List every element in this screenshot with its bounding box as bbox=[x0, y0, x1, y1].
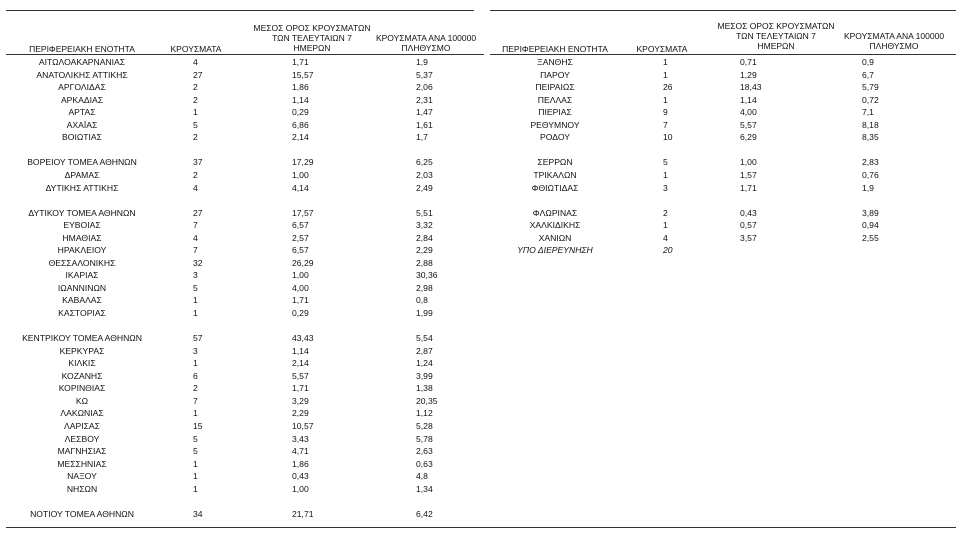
header-avg-line3: ΗΜΕΡΩΝ bbox=[293, 43, 331, 53]
cell-region: ΛΑΡΙΣΑΣ bbox=[64, 420, 100, 431]
right-table bbox=[490, 57, 963, 257]
header-avg-line1: ΜΕΣΟΣ ΟΡΟΣ ΚΡΟΥΣΜΑΤΩΝ bbox=[717, 21, 835, 31]
cell-per: 2,63 bbox=[416, 446, 433, 457]
cell-per: 30,36 bbox=[416, 270, 438, 281]
cell-region: ΑΡΓΟΛΙΔΑΣ bbox=[58, 82, 106, 93]
table-row bbox=[0, 95, 490, 105]
cell-avg: 6,29 bbox=[740, 132, 757, 143]
cell-per: 20,35 bbox=[416, 395, 438, 406]
table-row bbox=[0, 346, 490, 356]
cell-region: ΚΙΛΚΙΣ bbox=[68, 358, 96, 369]
cell-region: ΗΜΑΘΙΑΣ bbox=[62, 232, 102, 243]
cell-per: 1,34 bbox=[416, 483, 433, 494]
cell-region: ΙΚΑΡΙΑΣ bbox=[65, 270, 99, 281]
cell-avg: 26,29 bbox=[292, 257, 314, 268]
table-row bbox=[0, 421, 490, 431]
cell-per: 7,1 bbox=[862, 107, 874, 118]
cell-per: 5,51 bbox=[416, 207, 433, 218]
cell-per: 1,24 bbox=[416, 358, 433, 369]
cell-per: 0,72 bbox=[862, 94, 879, 105]
table-row bbox=[0, 57, 490, 67]
cell-region: ΒΟΡΕΙΟΥ ΤΟΜΕΑ ΑΘΗΝΩΝ bbox=[27, 157, 137, 168]
table-row bbox=[0, 471, 490, 481]
cell-cases: 1 bbox=[193, 458, 198, 469]
cell-avg: 2,57 bbox=[292, 232, 309, 243]
cell-cases: 1 bbox=[193, 471, 198, 482]
cell-per: 1,9 bbox=[862, 182, 874, 193]
header-per-right bbox=[832, 31, 956, 51]
cell-cases: 4 bbox=[193, 57, 198, 67]
cell-avg: 1,29 bbox=[740, 69, 757, 80]
table-row bbox=[0, 459, 490, 469]
table-row bbox=[0, 157, 490, 167]
cell-per: 2,98 bbox=[416, 282, 433, 293]
header-avg-line2: ΤΩΝ ΤΕΛΕΥΤΑΙΩΝ 7 bbox=[736, 31, 816, 41]
cell-cases: 32 bbox=[193, 257, 203, 268]
cell-region: ΑΡΤΑΣ bbox=[68, 107, 96, 118]
cell-avg: 0,29 bbox=[292, 308, 309, 318]
cell-region: ΚΕΡΚΥΡΑΣ bbox=[59, 345, 105, 356]
cell-avg: 17,57 bbox=[292, 207, 314, 218]
cell-per: 6,7 bbox=[862, 69, 874, 80]
table-row bbox=[0, 120, 490, 130]
cell-region: ΡΕΘΥΜΝΟΥ bbox=[530, 119, 580, 130]
table-row bbox=[0, 283, 490, 293]
cell-region: ΛΑΚΩΝΙΑΣ bbox=[60, 408, 104, 419]
cell-region: ΕΥΒΟΙΑΣ bbox=[63, 220, 101, 231]
cell-cases: 3 bbox=[193, 270, 198, 281]
cell-cases: 1 bbox=[663, 69, 668, 80]
table-row bbox=[0, 434, 490, 444]
header-region-left: ΠΕΡΙΦΕΡΕΙΑΚΗ ΕΝΟΤΗΤΑ bbox=[29, 44, 135, 54]
table-row bbox=[0, 446, 490, 456]
cell-avg: 1,57 bbox=[740, 169, 757, 180]
cell-avg: 18,43 bbox=[740, 82, 762, 93]
cell-region: ΚΕΝΤΡΙΚΟΥ ΤΟΜΕΑ ΑΘΗΝΩΝ bbox=[22, 333, 142, 344]
cell-per: 3,32 bbox=[416, 220, 433, 231]
cell-region: ΗΡΑΚΛΕΙΟΥ bbox=[57, 245, 107, 256]
top-rule-left bbox=[6, 10, 474, 11]
table-row bbox=[0, 70, 490, 80]
cell-region: ΜΕΣΣΗΝΙΑΣ bbox=[57, 458, 107, 469]
cell-region: ΑΙΤΩΛΟΑΚΑΡΝΑΝΙΑΣ bbox=[38, 57, 126, 67]
cell-avg: 1,00 bbox=[292, 270, 309, 281]
cell-per: 2,87 bbox=[416, 345, 433, 356]
cell-region: ΦΘΙΩΤΙΔΑΣ bbox=[531, 182, 579, 193]
cell-cases: 1 bbox=[193, 308, 198, 318]
cell-per: 5,54 bbox=[416, 333, 433, 344]
table-row bbox=[490, 57, 963, 67]
cell-cases: 27 bbox=[193, 69, 203, 80]
cell-region: ΔΥΤΙΚΟΥ ΤΟΜΕΑ ΑΘΗΝΩΝ bbox=[28, 207, 136, 218]
cell-avg: 2,14 bbox=[292, 132, 309, 143]
cell-per: 1,47 bbox=[416, 107, 433, 118]
cell-avg: 0,71 bbox=[740, 57, 757, 67]
table-row bbox=[490, 120, 963, 130]
header-rule-right bbox=[490, 54, 956, 55]
cell-cases: 5 bbox=[193, 119, 198, 130]
cell-region: ΠΙΕΡΙΑΣ bbox=[538, 107, 572, 118]
table-row bbox=[490, 107, 963, 117]
cell-region: ΞΑΝΘΗΣ bbox=[537, 57, 573, 67]
cell-region: ΠΕΛΛΑΣ bbox=[537, 94, 573, 105]
cell-per: 2,03 bbox=[416, 169, 433, 180]
cell-region: ΒΟΙΩΤΙΑΣ bbox=[62, 132, 102, 143]
cell-region: ΚΩ bbox=[75, 395, 89, 406]
table-row bbox=[0, 258, 490, 268]
cell-per: 1,99 bbox=[416, 308, 433, 318]
cell-per: 2,49 bbox=[416, 182, 433, 193]
cell-region: ΝΟΤΙΟΥ ΤΟΜΕΑ ΑΘΗΝΩΝ bbox=[30, 508, 134, 519]
cell-avg: 1,71 bbox=[292, 57, 309, 67]
cell-avg: 10,57 bbox=[292, 420, 314, 431]
cell-cases: 4 bbox=[663, 232, 668, 243]
cell-avg: 17,29 bbox=[292, 157, 314, 168]
header-rule-left bbox=[6, 54, 484, 55]
cell-region: ΦΛΩΡΙΝΑΣ bbox=[532, 207, 578, 218]
cell-avg: 3,57 bbox=[740, 232, 757, 243]
table-row bbox=[0, 107, 490, 117]
cell-region: ΝΑΞΟΥ bbox=[67, 471, 97, 482]
cell-avg: 1,14 bbox=[740, 94, 757, 105]
cell-avg: 3,29 bbox=[292, 395, 309, 406]
cell-cases: 7 bbox=[193, 220, 198, 231]
table-row bbox=[490, 233, 963, 243]
cell-cases: 1 bbox=[663, 220, 668, 231]
cell-cases: 4 bbox=[193, 232, 198, 243]
cell-per: 0,63 bbox=[416, 458, 433, 469]
cell-cases: 7 bbox=[193, 245, 198, 256]
table-row bbox=[0, 245, 490, 255]
table-row bbox=[0, 358, 490, 368]
cell-cases: 2 bbox=[193, 132, 198, 143]
cell-per: 6,25 bbox=[416, 157, 433, 168]
cell-per: 0,8 bbox=[416, 295, 428, 306]
table-row bbox=[0, 208, 490, 218]
bottom-rule bbox=[6, 527, 956, 528]
cell-region: ΚΟΡΙΝΘΙΑΣ bbox=[58, 383, 106, 394]
cell-cases: 2 bbox=[663, 207, 668, 218]
table-row bbox=[0, 408, 490, 418]
cell-avg: 4,00 bbox=[292, 282, 309, 293]
cell-per: 1,38 bbox=[416, 383, 433, 394]
header-avg-line1: ΜΕΣΟΣ ΟΡΟΣ ΚΡΟΥΣΜΑΤΩΝ bbox=[253, 23, 371, 33]
table-row bbox=[490, 82, 963, 92]
cell-avg: 6,86 bbox=[292, 119, 309, 130]
cell-avg: 2,29 bbox=[292, 408, 309, 419]
cell-region: ΣΕΡΡΩΝ bbox=[537, 157, 573, 168]
table-row bbox=[490, 183, 963, 193]
cell-region: ΛΕΣΒΟΥ bbox=[64, 433, 100, 444]
cell-region: ΡΟΔΟΥ bbox=[540, 132, 570, 143]
cell-avg: 15,57 bbox=[292, 69, 314, 80]
cell-avg: 5,57 bbox=[740, 119, 757, 130]
header-per-line2: ΠΛΗΘΥΣΜΟ bbox=[869, 41, 919, 51]
cell-cases: 3 bbox=[193, 345, 198, 356]
cell-cases: 7 bbox=[193, 395, 198, 406]
cell-cases: 1 bbox=[663, 94, 668, 105]
table-row bbox=[0, 295, 490, 305]
cell-per: 2,84 bbox=[416, 232, 433, 243]
table-row bbox=[0, 170, 490, 180]
cell-avg: 1,71 bbox=[292, 383, 309, 394]
cell-avg: 6,57 bbox=[292, 220, 309, 231]
table-row bbox=[490, 208, 963, 218]
cell-region: ΚΟΖΑΝΗΣ bbox=[61, 370, 103, 381]
cell-per: 4,8 bbox=[416, 471, 428, 482]
cell-avg: 2,14 bbox=[292, 358, 309, 369]
cell-region: ΠΑΡΟΥ bbox=[540, 69, 570, 80]
table-row bbox=[0, 132, 490, 142]
header-per-line2: ΠΛΗΘΥΣΜΟ bbox=[401, 43, 451, 53]
cell-cases: 9 bbox=[663, 107, 668, 118]
cell-per: 5,78 bbox=[416, 433, 433, 444]
header-cases-right: ΚΡΟΥΣΜΑΤΑ bbox=[636, 44, 688, 54]
table-row bbox=[490, 195, 963, 205]
table-row bbox=[0, 484, 490, 494]
cell-cases: 5 bbox=[663, 157, 668, 168]
header-avg-line3: ΗΜΕΡΩΝ bbox=[757, 41, 795, 51]
table-row bbox=[0, 396, 490, 406]
cell-cases: 1 bbox=[193, 483, 198, 494]
header-cases-left: ΚΡΟΥΣΜΑΤΑ bbox=[170, 44, 222, 54]
cell-per: 0,94 bbox=[862, 220, 879, 231]
table-row bbox=[0, 220, 490, 230]
cell-per: 2,83 bbox=[862, 157, 879, 168]
cell-cases: 1 bbox=[663, 169, 668, 180]
cell-per: 8,35 bbox=[862, 132, 879, 143]
cell-avg: 4,00 bbox=[740, 107, 757, 118]
table-row bbox=[0, 82, 490, 92]
cell-cases: 15 bbox=[193, 420, 203, 431]
cell-per: 6,42 bbox=[416, 508, 433, 519]
cell-per: 1,9 bbox=[416, 57, 428, 67]
cell-per: 5,79 bbox=[862, 82, 879, 93]
table-row bbox=[490, 245, 963, 255]
table-row bbox=[0, 321, 490, 331]
cell-per: 2,06 bbox=[416, 82, 433, 93]
table-row bbox=[0, 270, 490, 280]
table-row bbox=[0, 308, 490, 318]
cell-per: 3,89 bbox=[862, 207, 879, 218]
cell-cases: 20 bbox=[663, 245, 673, 256]
cell-cases: 57 bbox=[193, 333, 203, 344]
cell-avg: 4,71 bbox=[292, 446, 309, 457]
cell-avg: 21,71 bbox=[292, 508, 314, 519]
cell-per: 1,61 bbox=[416, 119, 433, 130]
cell-avg: 1,14 bbox=[292, 345, 309, 356]
cell-avg: 0,43 bbox=[292, 471, 309, 482]
header-avg-right bbox=[716, 21, 836, 51]
cell-cases: 5 bbox=[193, 446, 198, 457]
cell-cases: 1 bbox=[193, 358, 198, 369]
cell-avg: 0,57 bbox=[740, 220, 757, 231]
table-row bbox=[490, 157, 963, 167]
table-row bbox=[0, 496, 490, 506]
table-row bbox=[490, 220, 963, 230]
cell-region: ΚΑΣΤΟΡΙΑΣ bbox=[58, 308, 106, 318]
header-per-line1: ΚΡΟΥΣΜΑΤΑ ΑΝΑ 100000 bbox=[843, 31, 945, 41]
cell-region: ΘΕΣΣΑΛΟΝΙΚΗΣ bbox=[48, 257, 116, 268]
cell-cases: 1 bbox=[193, 107, 198, 118]
header-avg-left bbox=[252, 23, 372, 53]
cell-per: 5,37 bbox=[416, 69, 433, 80]
cell-per: 0,76 bbox=[862, 169, 879, 180]
cell-region: ΝΗΣΩΝ bbox=[66, 483, 98, 494]
cell-avg: 1,00 bbox=[292, 169, 309, 180]
cell-per: 2,31 bbox=[416, 94, 433, 105]
table-row bbox=[490, 145, 963, 155]
cell-per: 2,29 bbox=[416, 245, 433, 256]
cell-region: ΤΡΙΚΑΛΩΝ bbox=[533, 169, 577, 180]
table-row bbox=[0, 183, 490, 193]
left-table bbox=[0, 57, 490, 527]
table-row bbox=[490, 170, 963, 180]
cell-avg: 1,71 bbox=[292, 295, 309, 306]
cell-region: ΥΠΟ ΔΙΕΡΕΥΝΗΣΗ bbox=[517, 245, 593, 256]
cell-cases: 2 bbox=[193, 169, 198, 180]
cell-region: ΔΡΑΜΑΣ bbox=[64, 169, 100, 180]
cell-avg: 3,43 bbox=[292, 433, 309, 444]
table-row bbox=[0, 233, 490, 243]
cell-avg: 0,29 bbox=[292, 107, 309, 118]
cell-region: ΑΝΑΤΟΛΙΚΗΣ ΑΤΤΙΚΗΣ bbox=[36, 69, 128, 80]
header-per-left bbox=[368, 33, 484, 53]
cell-cases: 1 bbox=[663, 57, 668, 67]
cell-cases: 1 bbox=[193, 295, 198, 306]
table-row bbox=[0, 509, 490, 519]
cell-cases: 5 bbox=[193, 433, 198, 444]
header-region-right: ΠΕΡΙΦΕΡΕΙΑΚΗ ΕΝΟΤΗΤΑ bbox=[502, 44, 608, 54]
cell-cases: 5 bbox=[193, 282, 198, 293]
cell-avg: 43,43 bbox=[292, 333, 314, 344]
cell-region: ΠΕΙΡΑΙΩΣ bbox=[535, 82, 575, 93]
cell-region: ΑΡΚΑΔΙΑΣ bbox=[60, 94, 104, 105]
cell-per: 1,12 bbox=[416, 408, 433, 419]
cell-cases: 10 bbox=[663, 132, 673, 143]
cell-region: ΜΑΓΝΗΣΙΑΣ bbox=[57, 446, 107, 457]
cell-cases: 2 bbox=[193, 383, 198, 394]
cell-avg: 1,00 bbox=[740, 157, 757, 168]
cell-per: 0,9 bbox=[862, 57, 874, 67]
table-row bbox=[0, 383, 490, 393]
cell-avg: 5,57 bbox=[292, 370, 309, 381]
cell-cases: 26 bbox=[663, 82, 673, 93]
header-avg-line2: ΤΩΝ ΤΕΛΕΥΤΑΙΩΝ 7 bbox=[272, 33, 352, 43]
cell-per: 2,55 bbox=[862, 232, 879, 243]
table-row bbox=[0, 333, 490, 343]
cell-avg: 4,14 bbox=[292, 182, 309, 193]
cell-cases: 37 bbox=[193, 157, 203, 168]
cell-region: ΔΥΤΙΚΗΣ ΑΤΤΙΚΗΣ bbox=[45, 182, 119, 193]
table-row bbox=[490, 95, 963, 105]
table-row bbox=[0, 145, 490, 155]
top-rule-right bbox=[490, 10, 956, 11]
table-row bbox=[0, 195, 490, 205]
cell-avg: 0,43 bbox=[740, 207, 757, 218]
cell-avg: 1,86 bbox=[292, 458, 309, 469]
cell-cases: 34 bbox=[193, 508, 203, 519]
header-per-line1: ΚΡΟΥΣΜΑΤΑ ΑΝΑ 100000 bbox=[375, 33, 477, 43]
cell-region: ΙΩΑΝΝΙΝΩΝ bbox=[57, 282, 107, 293]
table-row bbox=[490, 70, 963, 80]
cell-per: 5,28 bbox=[416, 420, 433, 431]
cell-per: 3,99 bbox=[416, 370, 433, 381]
cell-avg: 1,14 bbox=[292, 94, 309, 105]
cell-region: ΚΑΒΑΛΑΣ bbox=[62, 295, 102, 306]
cell-cases: 6 bbox=[193, 370, 198, 381]
cell-cases: 1 bbox=[193, 408, 198, 419]
cell-cases: 3 bbox=[663, 182, 668, 193]
cell-region: ΧΑΝΙΩΝ bbox=[538, 232, 572, 243]
cell-cases: 4 bbox=[193, 182, 198, 193]
cell-per: 2,88 bbox=[416, 257, 433, 268]
cell-cases: 27 bbox=[193, 207, 203, 218]
cell-region: ΧΑΛΚΙΔΙΚΗΣ bbox=[529, 220, 581, 231]
cell-avg: 1,00 bbox=[292, 483, 309, 494]
cell-avg: 6,57 bbox=[292, 245, 309, 256]
cell-per: 1,7 bbox=[416, 132, 428, 143]
table-row bbox=[0, 371, 490, 381]
table-row bbox=[490, 132, 963, 142]
cell-cases: 2 bbox=[193, 82, 198, 93]
cell-per: 8,18 bbox=[862, 119, 879, 130]
cell-avg: 1,86 bbox=[292, 82, 309, 93]
cell-avg: 1,71 bbox=[740, 182, 757, 193]
cell-cases: 2 bbox=[193, 94, 198, 105]
cell-cases: 7 bbox=[663, 119, 668, 130]
cell-region: ΑΧΑΪΑΣ bbox=[66, 119, 98, 130]
